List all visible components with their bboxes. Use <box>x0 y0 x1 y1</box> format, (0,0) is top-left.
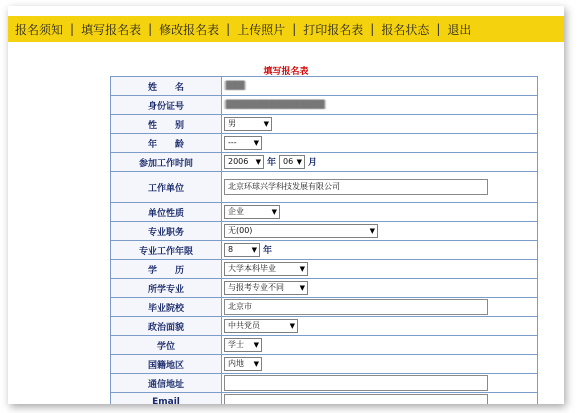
nav-separator: | <box>148 22 153 36</box>
education-value-cell <box>222 260 538 279</box>
form-row-gender <box>111 115 538 134</box>
address-label: 通信地址 <box>111 374 222 393</box>
form-row-degree <box>111 336 538 355</box>
years-label: 专业工作年限 <box>111 241 222 260</box>
nav-print-form[interactable]: 打印报名表 <box>303 22 364 37</box>
years-value-cell <box>222 241 538 260</box>
form-row-address <box>111 374 538 393</box>
dropdown-arrow-icon: ▼ <box>299 265 305 273</box>
form-row-id <box>111 96 538 115</box>
politics-selected: 中共党员 <box>228 321 260 330</box>
dropdown-arrow-icon: ▼ <box>289 322 295 330</box>
nav-upload-photo[interactable]: 上传照片 <box>237 22 286 37</box>
dropdown-arrow-icon: ▼ <box>253 139 259 147</box>
form-row-major <box>111 279 538 298</box>
major-label: 所学专业 <box>111 279 222 298</box>
title-value-cell <box>222 222 538 241</box>
form-row-email <box>111 393 538 405</box>
employer-label: 工作单位 <box>111 172 222 203</box>
form-row-employer <box>111 172 538 203</box>
email-label: Email <box>111 393 222 405</box>
degree-selected: 学士 <box>228 340 244 349</box>
dropdown-arrow-icon: ▼ <box>253 341 259 349</box>
school-label: 毕业院校 <box>111 298 222 317</box>
dropdown-arrow-icon: ▼ <box>271 208 277 216</box>
politics-value-cell <box>222 317 538 336</box>
gender-selected: 男 <box>228 119 236 128</box>
region-value-cell <box>222 355 538 374</box>
nav-separator: | <box>226 22 231 36</box>
org-type-selected: 企业 <box>228 207 244 216</box>
years-select[interactable] <box>224 243 260 257</box>
nav-logout[interactable]: 退出 <box>447 22 472 37</box>
major-select[interactable] <box>224 281 308 295</box>
employer-input[interactable]: 北京环球兴学科技发展有限公司 <box>224 179 488 195</box>
form-row-age <box>111 134 538 153</box>
org-type-label: 单位性质 <box>111 203 222 222</box>
region-select[interactable] <box>224 357 262 371</box>
politics-select[interactable] <box>224 319 298 333</box>
org-type-select[interactable] <box>224 205 280 219</box>
dropdown-arrow-icon: ▼ <box>263 120 269 128</box>
nav-separator: | <box>370 22 375 36</box>
work-start-label: 参加工作时间 <box>111 153 222 172</box>
form-row-work-start <box>111 153 538 172</box>
nav-separator: | <box>292 22 297 36</box>
nav-fill-form[interactable]: 填写报名表 <box>81 22 142 37</box>
form-row-region <box>111 355 538 374</box>
name-label: 姓 名 <box>111 77 222 96</box>
form-row-education <box>111 260 538 279</box>
politics-label: 政治面貌 <box>111 317 222 336</box>
work-start-year-select[interactable] <box>224 155 264 169</box>
degree-select[interactable] <box>224 338 262 352</box>
gender-label: 性 别 <box>111 115 222 134</box>
age-value-cell <box>222 134 538 153</box>
nav-notice[interactable]: 报名须知 <box>15 22 64 37</box>
work-start-month: 06 <box>283 157 294 167</box>
major-value-cell <box>222 279 538 298</box>
name-redacted: ███ <box>226 81 245 90</box>
form-row-politics <box>111 317 538 336</box>
name-value-cell <box>222 77 538 96</box>
gender-value-cell <box>222 115 538 134</box>
years-selected: 8 <box>228 245 234 255</box>
title-selected: 无(00) <box>228 226 253 235</box>
employer-value-cell <box>222 172 538 203</box>
nav-edit-form[interactable]: 修改报名表 <box>159 22 220 37</box>
form-row-years <box>111 241 538 260</box>
id-redacted: ████████████████ <box>226 100 325 109</box>
dropdown-arrow-icon: ▼ <box>296 158 303 167</box>
form-row-school <box>111 298 538 317</box>
dropdown-arrow-icon: ▼ <box>255 158 261 167</box>
work-start-year: 2006 <box>228 157 249 167</box>
years-unit: 年 <box>263 245 273 256</box>
email-value-cell <box>222 393 538 405</box>
form-row-title <box>111 222 538 241</box>
org-type-value-cell <box>222 203 538 222</box>
work-start-month-select[interactable] <box>279 155 305 169</box>
year-unit: 年 <box>267 157 277 168</box>
major-selected: 与报考专业不同 <box>228 283 284 292</box>
form-row-org-type <box>111 203 538 222</box>
screenshot-frame <box>8 6 564 404</box>
title-label: 专业职务 <box>111 222 222 241</box>
dropdown-arrow-icon: ▼ <box>253 360 259 368</box>
address-value-cell <box>222 374 538 393</box>
title-select[interactable] <box>224 224 378 238</box>
region-selected: 内地 <box>228 359 244 368</box>
form-row-name <box>111 77 538 96</box>
nav-separator: | <box>70 22 75 36</box>
dropdown-arrow-icon: ▼ <box>299 284 305 292</box>
id-label: 身份证号 <box>111 96 222 115</box>
school-value-cell <box>222 298 538 317</box>
gender-select[interactable] <box>224 117 272 131</box>
form-title: 填写报名表 <box>263 67 309 77</box>
school-input[interactable]: 北京市 <box>224 299 488 315</box>
work-start-value-cell <box>222 153 538 172</box>
age-select[interactable] <box>224 136 262 150</box>
age-selected: --- <box>228 138 237 147</box>
month-unit: 月 <box>308 157 318 168</box>
degree-label: 学位 <box>111 336 222 355</box>
dropdown-arrow-icon: ▼ <box>251 246 257 255</box>
top-navigation-bar <box>8 16 564 42</box>
registration-form-table <box>110 76 538 404</box>
region-label: 国籍地区 <box>111 355 222 374</box>
nav-separator: | <box>436 22 441 36</box>
education-label: 学 历 <box>111 260 222 279</box>
id-value-cell <box>222 96 538 115</box>
education-selected: 大学本科毕业 <box>228 264 276 273</box>
education-select[interactable] <box>224 262 308 276</box>
dropdown-arrow-icon: ▼ <box>369 227 375 235</box>
nav-status[interactable]: 报名状态 <box>381 22 430 37</box>
address-input[interactable] <box>224 375 488 391</box>
degree-value-cell <box>222 336 538 355</box>
age-label: 年 龄 <box>111 134 222 153</box>
email-input[interactable] <box>224 394 488 404</box>
